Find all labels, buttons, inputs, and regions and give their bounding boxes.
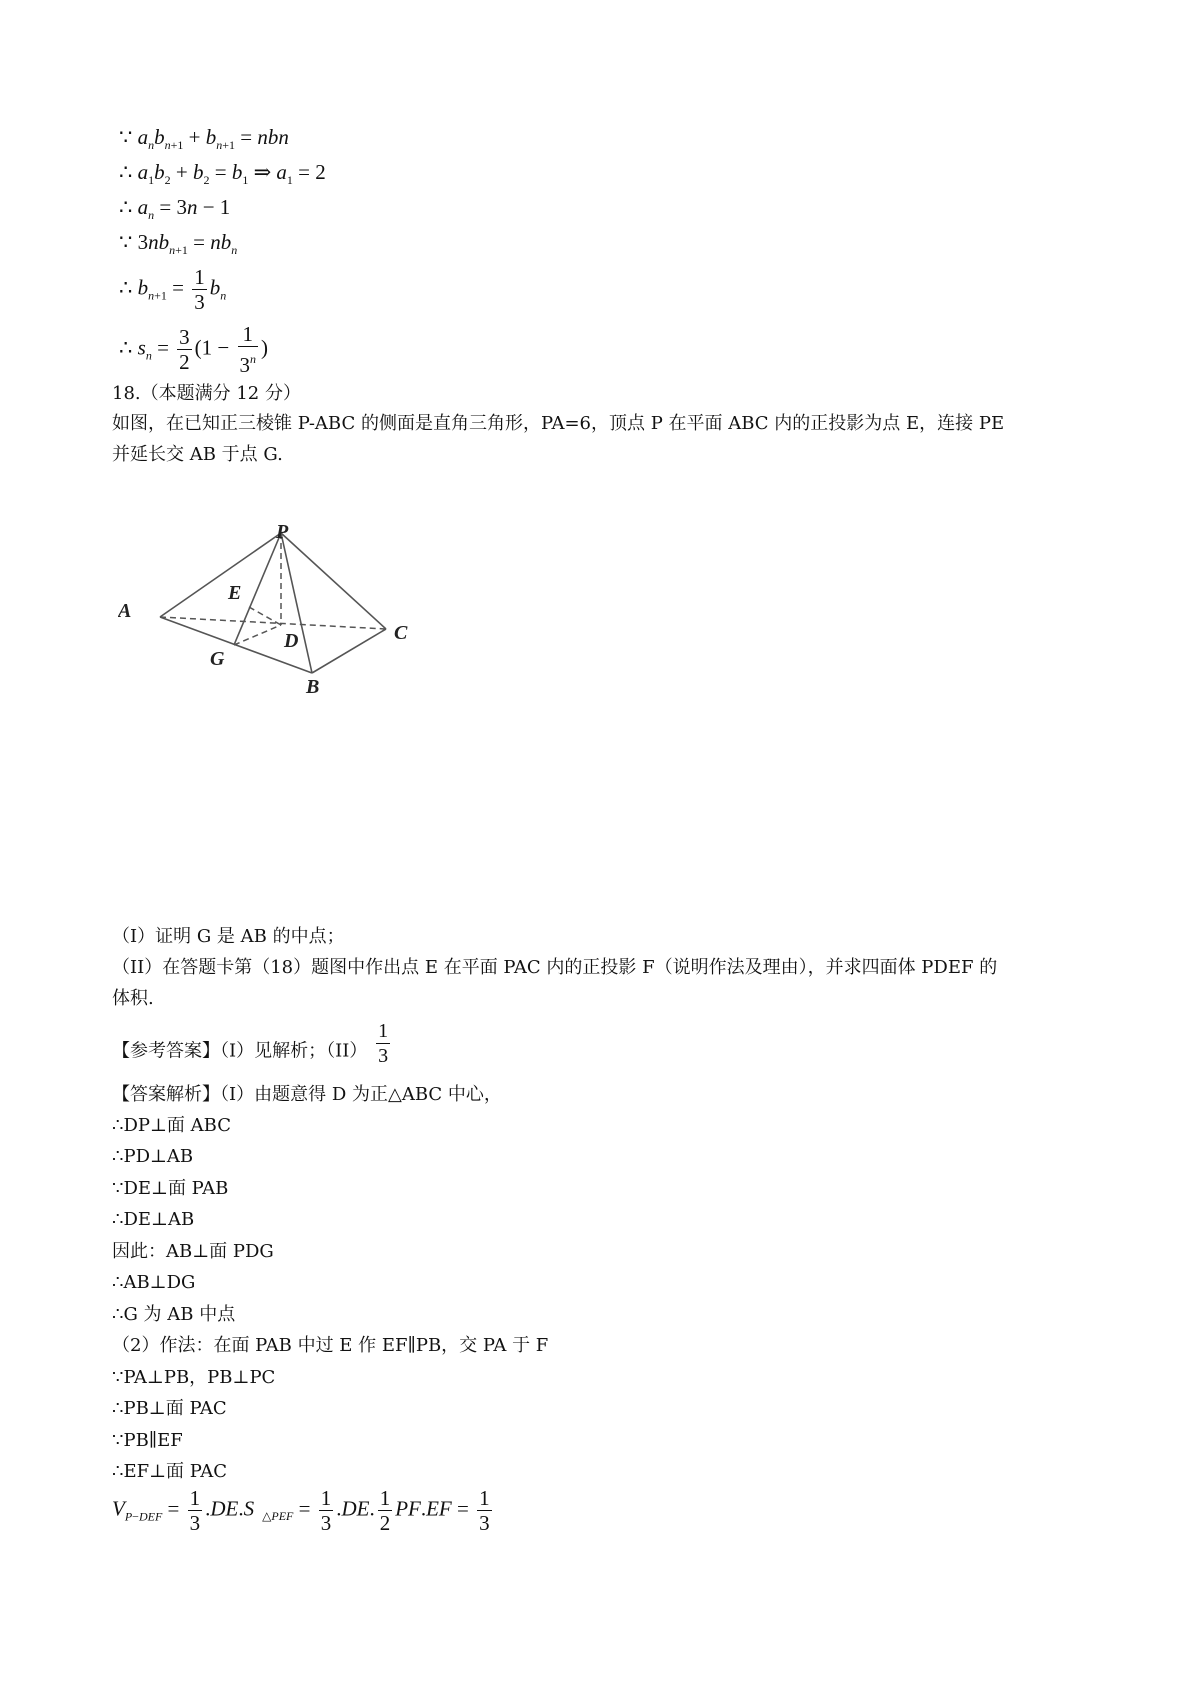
volume-formula: $V_{P-DEF}$ = $\frac{1}{3}$ .DE.S $_{\triangle PEF}$ = $\frac{1}{3}$ .DE. $\frac{1}{2}$ PF.EF = $\frac{1}{3}$ [112, 1486, 490, 1535]
answer-fraction: $\frac{1}{3}$ [378, 1020, 389, 1067]
math-line-3: ∴ $a_n = 3n - 1$ [119, 195, 231, 222]
edge-pb [281, 533, 312, 673]
step-8: （2）作法：在面 PAB 中过 E 作 EF∥PB，交 PA 于 F [112, 1335, 549, 1356]
label-d: D [284, 630, 299, 652]
problem-stem-line-2: 并延长交 AB 于点 G. [112, 444, 283, 465]
edge-pc [281, 533, 386, 629]
math-line-6: ∴ $s_n$ = $\frac{3}{2}$ (1 − $\frac{1}{3^n}$ ) [119, 322, 268, 377]
math-line-2: ∴ $a_1b_2 + b_2 = b_1$ ⇒ $a_1 = 2$ [119, 160, 326, 187]
answer-line [112, 1020, 393, 1076]
math-line-4: ∵ $3nb_{n+1} = nb_n$ [119, 230, 238, 257]
edge-bc [312, 629, 386, 673]
step-10: ∴PB⊥面 PAC [112, 1398, 227, 1419]
label-b: B [306, 676, 320, 698]
step-4: ∴DE⊥AB [112, 1209, 195, 1230]
step-11: ∵PB∥EF [112, 1430, 183, 1451]
problem-header: 18.（本题满分 12 分） [112, 383, 301, 404]
analysis-line: 【答案解析】（I）由题意得 D 为正△ABC 中心， [112, 1084, 502, 1105]
step-5: 因此：AB⊥面 PDG [112, 1241, 274, 1262]
step-12: ∴EF⊥面 PAC [112, 1461, 227, 1482]
problem-part-2-line-2: 体积. [112, 988, 154, 1009]
math-line-5: ∴ $b_{n+1}$ = $\frac{1}{3}$ $b_n$ [119, 265, 227, 314]
pyramid-figure [118, 525, 458, 775]
label-g: G [210, 648, 225, 670]
answer-label: 【参考答案】（I）见解析；（II） [112, 1040, 368, 1062]
step-9: ∵PA⊥PB，PB⊥PC [112, 1367, 276, 1388]
step-6: ∴AB⊥DG [112, 1272, 196, 1293]
step-2: ∴PD⊥AB [112, 1146, 194, 1167]
edge-ac-hidden [160, 617, 386, 629]
step-7: ∴G 为 AB 中点 [112, 1304, 236, 1325]
label-c: C [394, 622, 408, 644]
label-e: E [228, 582, 242, 604]
label-a: A [118, 600, 132, 622]
step-3: ∵DE⊥面 PAB [112, 1178, 229, 1199]
step-1: ∴DP⊥面 ABC [112, 1115, 231, 1136]
label-p: P [276, 525, 289, 543]
problem-part-2-line-1: （II）在答题卡第（18）题图中作出点 E 在平面 PAC 内的正投影 F（说明作法及理由），并求四面体 PDEF 的 [112, 957, 998, 978]
problem-stem-line-1: 如图，在已知正三棱锥 P-ABC 的侧面是直角三角形，PA=6，顶点 P 在平面 ABC 内的正投影为点 E，连接 PE [112, 413, 1005, 434]
problem-part-1: （I）证明 G 是 AB 的中点； [112, 926, 345, 947]
math-line-1: ∵ $a_nb_{n+1} + b_{n+1}$ = nbn [119, 125, 289, 152]
